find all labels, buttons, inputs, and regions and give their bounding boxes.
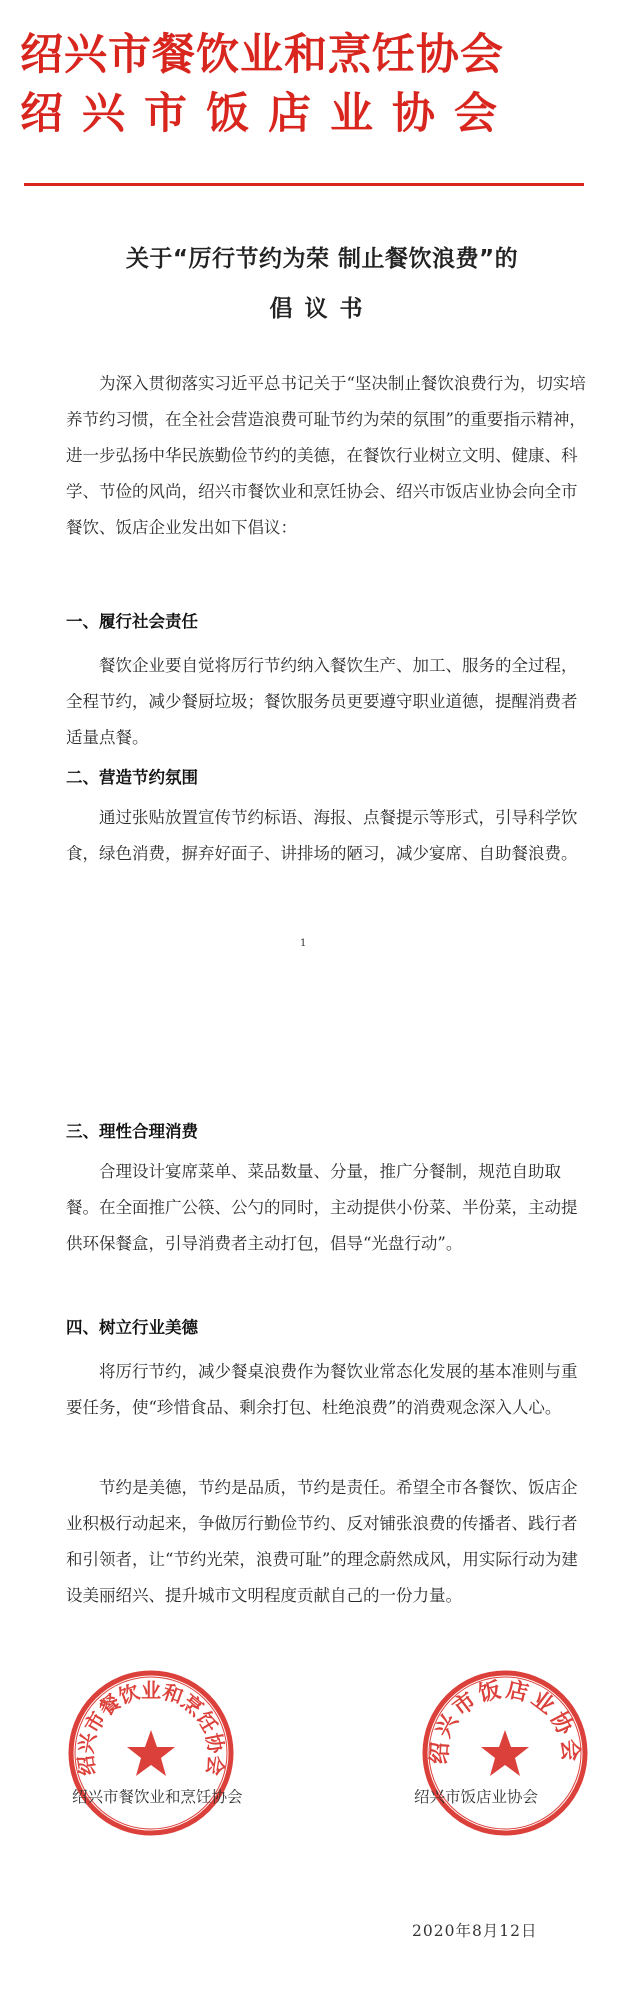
letterhead-divider (24, 183, 584, 186)
issue-date: 2020年8月12日 (412, 1922, 538, 1940)
section-4-heading: 四、树立行业美德 (66, 1318, 198, 1337)
section-3-paragraph: 合理设计宴席菜单、菜品数量、分量，推广分餐制，规范自助取餐。在全面推广公筷、公勺的同时，主动提供小份菜、半份菜，主动提供环保餐盒，引导消费者主动打包，倡导“光盘行动”。 (66, 1162, 578, 1253)
letterhead-org-2: 绍兴市饭店业协会 (20, 89, 516, 139)
left-signature: 绍兴市餐饮业和烹饪协会 (72, 1788, 243, 1806)
right-seal-stamp (420, 1668, 590, 1838)
star-icon (481, 1730, 529, 1776)
letterhead-org-1: 绍兴市餐饮业和烹饪协会 (20, 30, 504, 80)
left-seal-arc-text: 绍兴市餐饮业和烹饪协会 (73, 1678, 229, 1778)
section-1-paragraph: 餐饮企业要自觉将厉行节约纳入餐饮生产、加工、服务的全过程，全程节约，减少餐厨垃圾；餐饮服务员更要遵守职业道德，提醒消费者适量点餐。 (66, 656, 578, 747)
section-2-heading: 二、营造节约氛围 (66, 768, 198, 787)
document-title-line-1: 关于“厉行节约为荣 制止餐饮浪费”的 (125, 246, 519, 272)
star-icon (127, 1730, 175, 1776)
document-title-line-2: 倡议书 (269, 296, 375, 322)
left-seal-stamp (66, 1668, 236, 1838)
section-1-heading: 一、履行社会责任 (66, 612, 198, 631)
page-number: 1 (300, 938, 307, 949)
intro-paragraph: 为深入贯彻落实习近平总书记关于“坚决制止餐饮浪费行为，切实培养节约习惯，在全社会营造浪费可耻节约为荣的氛围”的重要指示精神，进一步弘扬中华民族勤俭节约的美德，在餐饮行业树立文明、健康、科学、节俭的风尚，绍兴市餐饮业和烹饪协会、绍兴市饭店业协会向全市餐饮、饭店企业发出如下倡议： (66, 374, 586, 537)
right-signature: 绍兴市饭店业协会 (414, 1788, 539, 1806)
section-3-heading: 三、理性合理消费 (66, 1122, 198, 1141)
right-seal-arc-text: 绍兴市饭店业协会 (427, 1677, 583, 1765)
section-4-paragraph-1: 将厉行节约，减少餐桌浪费作为餐饮业常态化发展的基本准则与重要任务，使“珍惜食品、剩余打包、杜绝浪费”的消费观念深入人心。 (66, 1362, 578, 1417)
section-2-paragraph: 通过张贴放置宣传节约标语、海报、点餐提示等形式，引导科学饮食，绿色消费，摒弃好面子、讲排场的陋习，减少宴席、自助餐浪费。 (66, 808, 578, 863)
section-4-paragraph-2: 节约是美德，节约是品质，节约是责任。希望全市各餐饮、饭店企业积极行动起来，争做厉行勤俭节约、反对铺张浪费的传播者、践行者和引领者，让“节约光荣，浪费可耻”的理念蔚然成风，用实际行动为建设美丽绍兴、提升城市文明程度贡献自己的一份力量。 (66, 1478, 578, 1605)
